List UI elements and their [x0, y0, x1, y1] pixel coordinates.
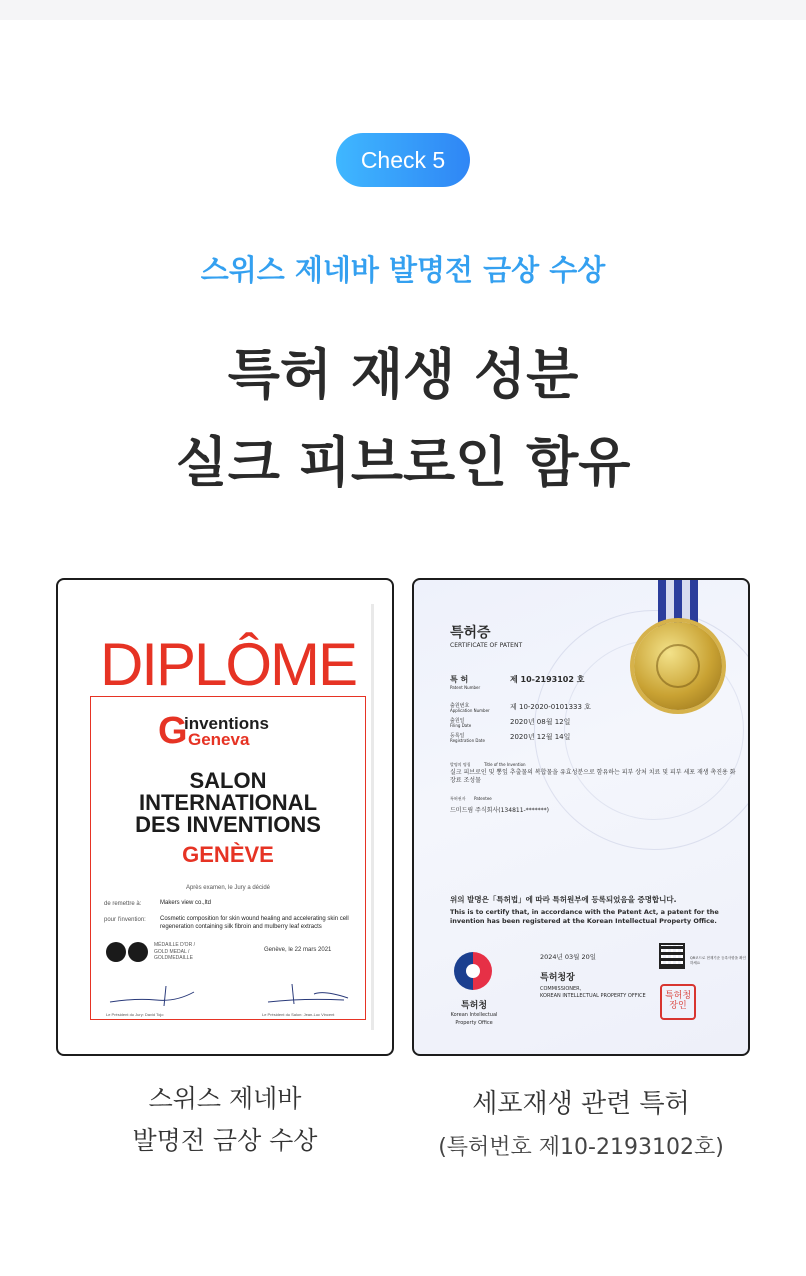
medal-icon	[106, 942, 126, 962]
geneve-label: GENÈVE	[182, 842, 274, 867]
diploma-caption-line-1: 스위스 제네바	[148, 1084, 302, 1113]
diploma-paper	[82, 604, 374, 1030]
sign-right-caption: Le Président du Salon: Jean-Luc Vincent	[262, 1012, 335, 1017]
diploma-date: Genève, le 22 mars 2021	[264, 947, 332, 953]
medal-text: MÉDAILLE D'OR / GOLD MEDAL / GOLDMEDAILLE	[154, 942, 195, 961]
patent-card	[412, 578, 750, 1056]
commissioner-en: COMMISSIONER,	[540, 986, 582, 992]
app-number: 제 10-2020-0101333 호	[510, 703, 591, 711]
office-en-1: Korean Intellectual	[450, 1012, 498, 1018]
gold-seal-icon	[634, 622, 722, 710]
office-ko: 특허청	[460, 1001, 488, 1011]
invention-label: 발명의 명칭	[450, 762, 471, 767]
invention-title: 실크 피브로인 및 뽕잎 추출물의 복합물을 유효성분으로 함유하는 피부 상처 치료 및 피부 세포 재생 촉진용 화장료 조성물	[450, 769, 736, 785]
logo-text-inventions: inventions	[184, 714, 270, 733]
label-invention: pour l'invention:	[104, 917, 146, 923]
patent-number: 제 10-2193102 호	[510, 675, 585, 684]
award-subtitle: 스위스 제네바 발명전 금상 수상	[200, 253, 606, 287]
top-band	[0, 0, 806, 20]
certify-en: This is to certify that, in accordance with the Patent Act, a patent for the invention has been registered at the Korean Intellectual Property Office.	[450, 908, 719, 926]
issue-date: 2024년 03월 20일	[540, 953, 597, 961]
qr-code-icon	[659, 943, 685, 969]
patent-title-en: CERTIFICATE OF PATENT	[450, 642, 523, 649]
official-stamp: 특허청장인	[660, 984, 696, 1020]
commissioner-en-2: KOREAN INTELLECTUAL PROPERTY OFFICE	[540, 993, 646, 999]
app-label: 출원번호	[450, 703, 470, 709]
patent-caption: 세포재생 관련 특허	[472, 1089, 690, 1119]
recipient: Makers view co.,ltd	[160, 900, 212, 906]
kipo-logo-icon	[454, 952, 492, 990]
logo-text-geneva: Geneva	[188, 730, 250, 749]
invention-text: Cosmetic composition for skin wound healing and accelerating skin cell regeneration containing silk fibroin and mulberry leaf extracts	[160, 916, 349, 930]
signature-right	[264, 980, 354, 1010]
filing-label: 출원일	[450, 718, 465, 724]
filing-date: 2020년 08월 12일	[510, 718, 571, 726]
diploma-title: DIPLÔME	[99, 631, 357, 698]
invention-label-en: Title of the Invention	[484, 762, 526, 767]
commissioner-ko: 특허청장	[540, 973, 575, 983]
holder-label: 특허권자	[450, 796, 466, 801]
patent-number-label: 특 허	[450, 675, 469, 684]
patent-number-label-en: Patent Number	[450, 685, 481, 690]
patent-title: 특허증	[450, 625, 491, 641]
certify-ko: 위의 발명은「특허법」에 따라 특허원부에 등록되었음을 증명합니다.	[450, 895, 677, 904]
sign-left-caption: Le Président du Jury: David Tojo	[106, 1012, 164, 1017]
patent-number-caption: (특허번호 제10-2193102호)	[438, 1135, 724, 1160]
headline-line-2: 실크 피브로인 함유	[175, 431, 631, 494]
salon-line-2: INTERNATIONAL	[138, 790, 318, 815]
diploma-caption	[56, 1078, 394, 1162]
jury-note: Après examen, le Jury a décidé	[185, 885, 271, 891]
salon-line-3: DES INVENTIONS	[135, 812, 321, 837]
headline-line-1: 특허 재생 성분	[227, 343, 579, 406]
holder-label-en: Patentee	[474, 796, 492, 801]
check-badge	[336, 133, 470, 187]
reg-date: 2020년 12월 14일	[510, 733, 571, 741]
diploma-card	[56, 578, 394, 1056]
signature-left	[106, 984, 196, 1010]
patent-holder: 드미드림 주식회사(134811-*******)	[450, 807, 550, 814]
label-remettre: de remettre à:	[104, 901, 142, 907]
app-label-en: Application Number	[450, 708, 490, 713]
check-badge-label: Check 5	[360, 146, 446, 173]
filing-label-en: Filing Date	[450, 723, 472, 728]
reg-label: 등록일	[450, 733, 465, 739]
inventions-geneva-logo: G inventions Geneva	[158, 710, 270, 752]
medal-icon	[128, 942, 148, 962]
diploma-caption-line-2: 발명전 금상 수상	[132, 1126, 318, 1155]
reg-label-en: Registration Date	[450, 738, 485, 743]
qr-note: QR코드로 현재기준 등록사항을 확인하세요	[690, 956, 746, 965]
salon-line-1: SALON	[189, 768, 267, 793]
office-en-2: Property Office	[455, 1020, 493, 1026]
